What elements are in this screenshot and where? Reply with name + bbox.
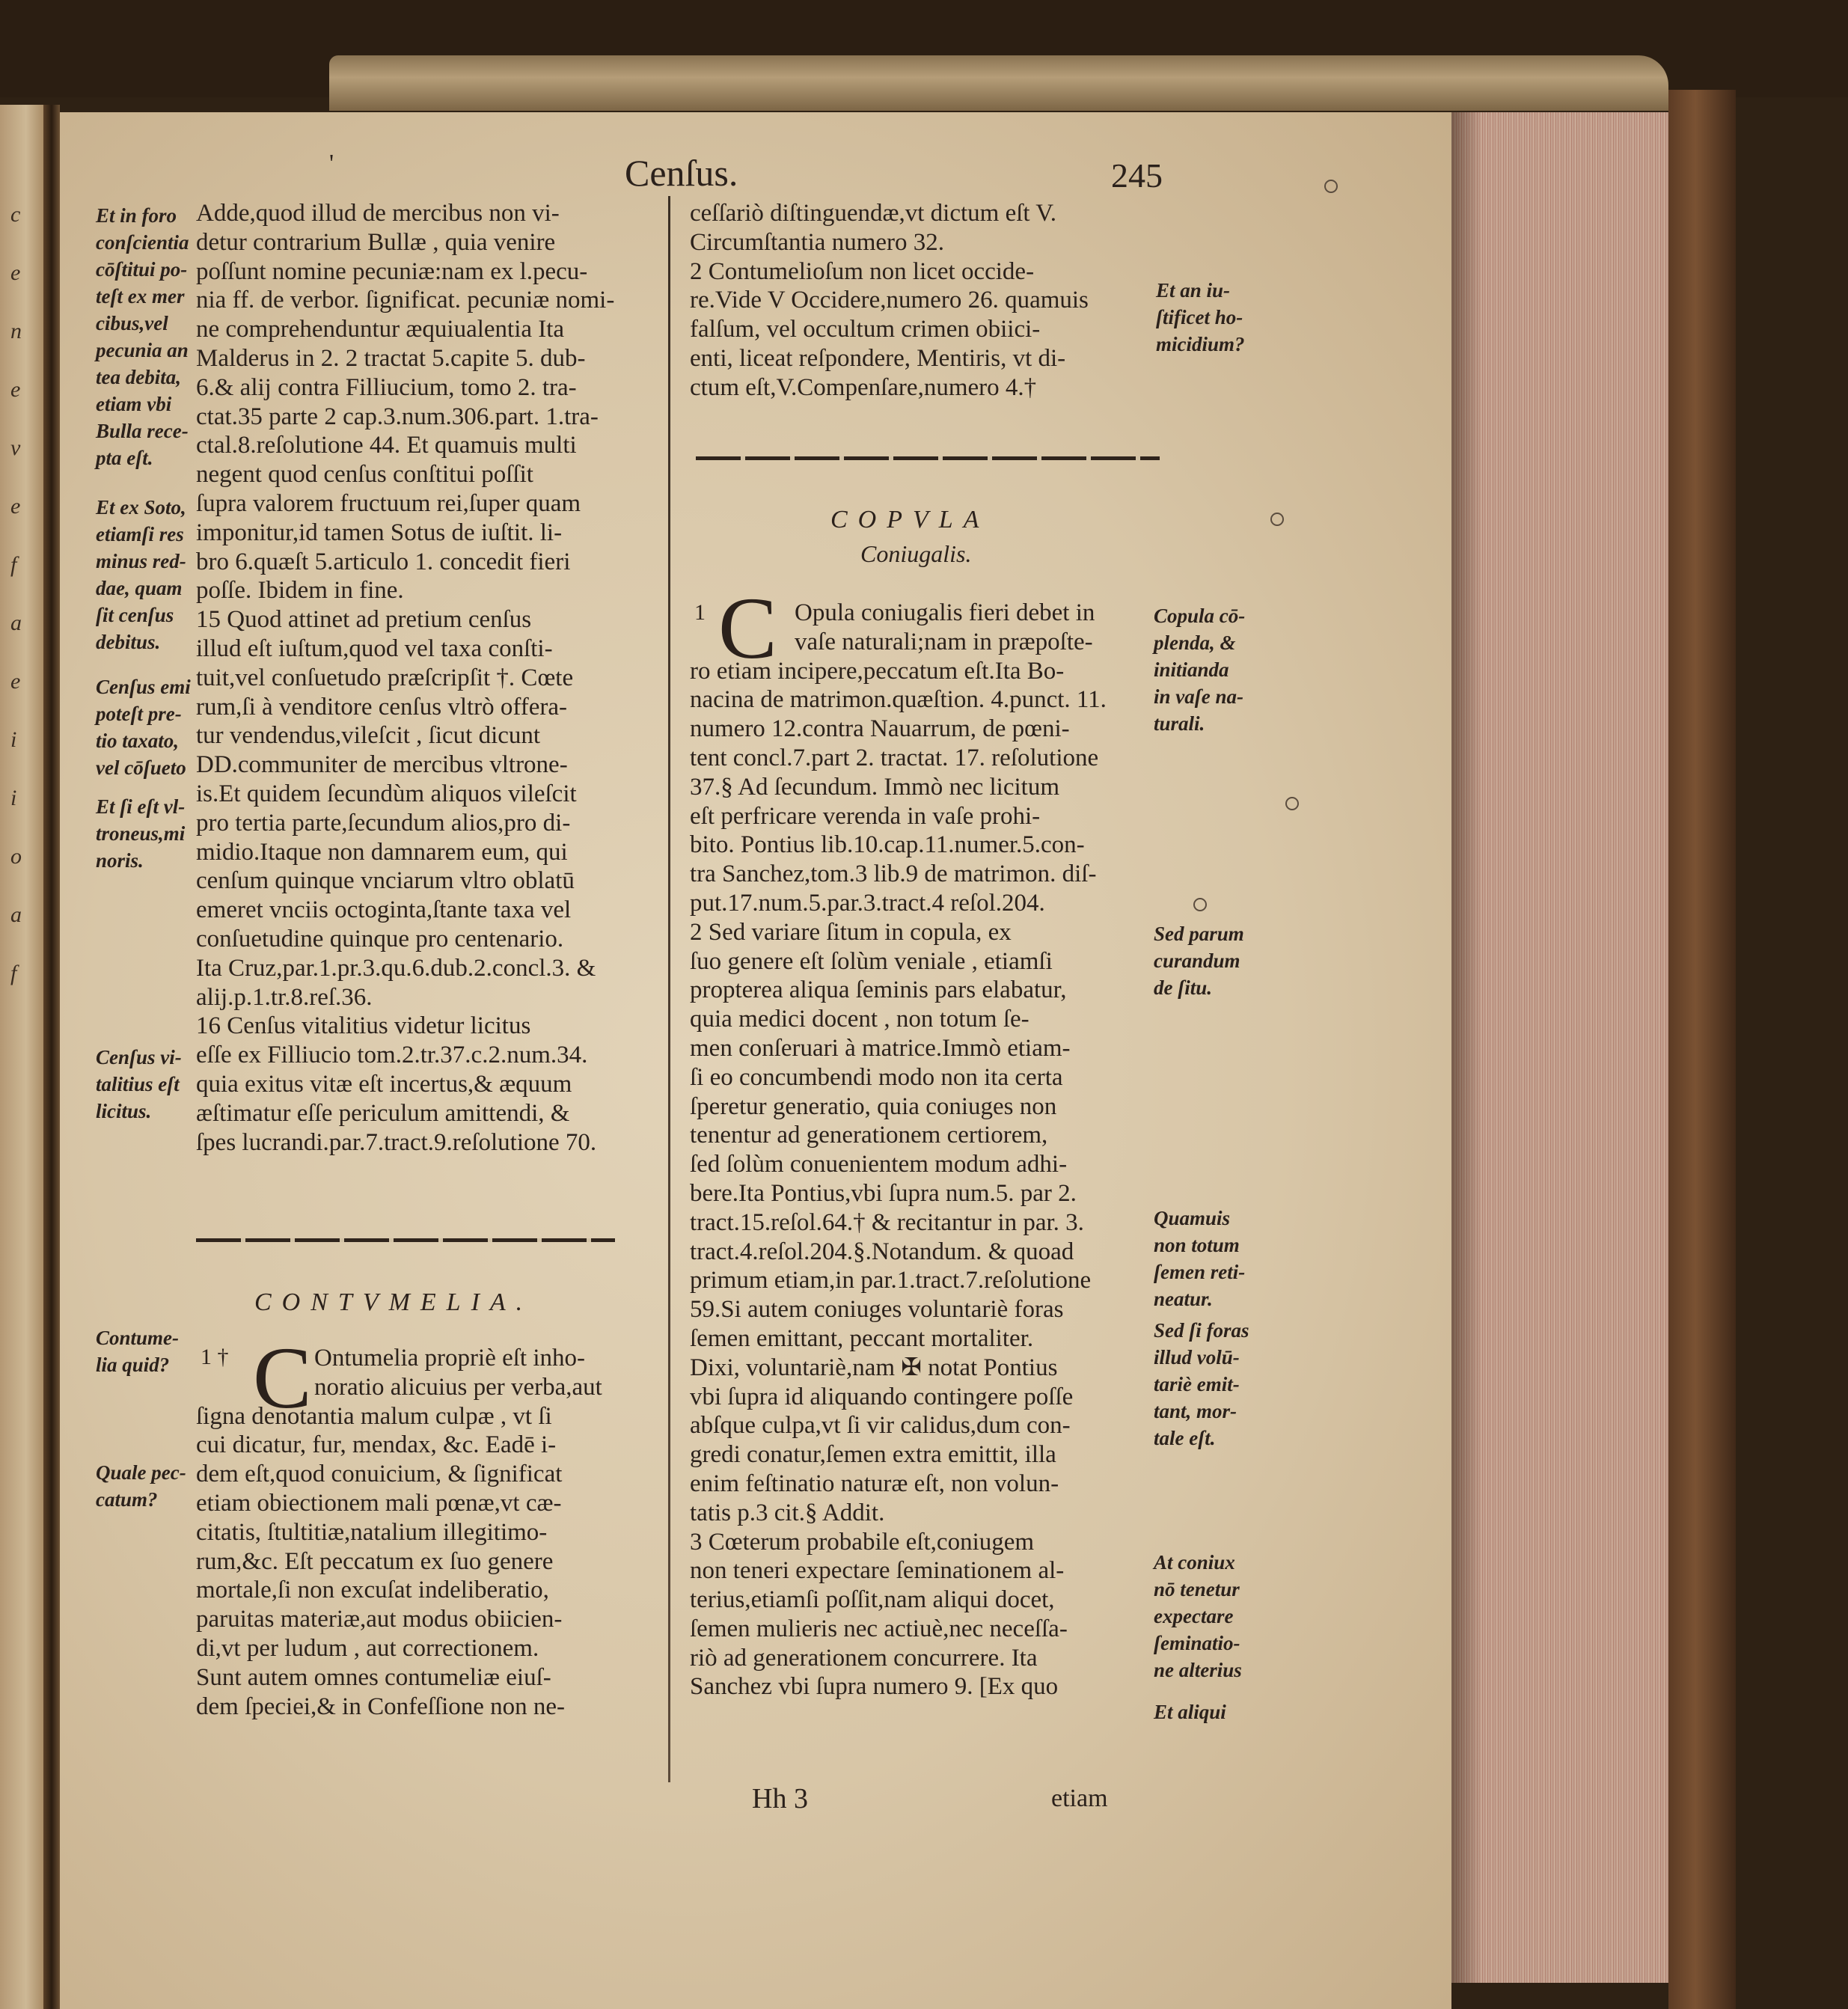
left-page-glyph: v xyxy=(10,435,21,460)
section-rule-right xyxy=(696,456,1160,460)
page-block-top-edge xyxy=(329,55,1668,111)
left-column-text xyxy=(196,199,614,1157)
margin-line: Quamuis xyxy=(1154,1207,1231,1229)
text-line: Ontumelia propriè eſt inho- xyxy=(314,1345,585,1372)
text-line: nacina de matrimon.quæſtion. 4.punct. 11. xyxy=(690,686,1107,714)
text-line: riò ad generationem concurrere. Ita xyxy=(690,1644,1038,1672)
text-line: enim feſtinatio naturæ eſt, non volun- xyxy=(690,1470,1059,1497)
pinhole xyxy=(1285,797,1299,810)
text-line: cui dicatur, fur, mendax, &c. Eadē i- xyxy=(196,1431,557,1459)
margin-line: conſcientia xyxy=(96,231,189,254)
pinhole xyxy=(1270,513,1284,526)
text-line: abſque culpa,vt ſi vir calidus,dum con- xyxy=(690,1412,1071,1440)
text-line: ſperetur generatio, quia coniuges non xyxy=(690,1092,1057,1120)
text-line: vbi ſupra id aliquando contingere poſſe xyxy=(690,1383,1074,1410)
text-line: eſſe ex Filliucio tom.2.tr.37.c.2.num.34. xyxy=(196,1042,588,1069)
margin-line: pta eſt. xyxy=(96,447,153,469)
left-page-glyph: n xyxy=(10,319,22,343)
section-rule-left xyxy=(196,1238,615,1242)
left-page-glyph: e xyxy=(10,260,21,285)
margin-note xyxy=(1154,920,1244,1001)
margin-line: Et ſi eſt vl- xyxy=(96,795,186,818)
text-line: quia exitus vitæ eſt incertus,& æquum xyxy=(196,1070,572,1098)
margin-line: plenda, & xyxy=(1154,632,1236,654)
margin-line: Cenſus emi xyxy=(96,676,191,698)
margin-line: troneus,mi xyxy=(96,822,186,845)
text-line: rum,&c. Eſt peccatum ex ſuo genere xyxy=(196,1547,554,1575)
margin-line: Contume- xyxy=(96,1327,180,1349)
text-line: Circumſtantia numero 32. xyxy=(690,228,945,256)
margin-line: poteſt pre- xyxy=(96,703,182,725)
margin-line: Cenſus vi- xyxy=(96,1046,182,1068)
left-page-glyph: e xyxy=(10,377,21,402)
text-line: DD.communiter de mercibus vltrone- xyxy=(196,751,568,779)
text-line: quia medici docent , non totum ſe- xyxy=(690,1006,1029,1033)
margin-line: licitus. xyxy=(96,1100,152,1122)
margin-line: neatur. xyxy=(1154,1288,1213,1310)
margin-note xyxy=(1154,602,1245,737)
margin-line: lia quid? xyxy=(96,1354,170,1376)
margin-line: curandum xyxy=(1154,950,1240,972)
text-line: is.Et quidem ſecundùm aliquos vileſcit xyxy=(196,780,577,807)
margin-note xyxy=(96,1459,186,1513)
text-line: dem eſt,quod conuicium, & ſignificat xyxy=(196,1461,563,1488)
text-line: tur vendendus,vileſcit , ſicut dicunt xyxy=(196,722,541,750)
text-line: di,vt per ludum , aut correctionem. xyxy=(196,1634,539,1662)
text-line: illud eſt iuſtum,quod vel taxa conſti- xyxy=(196,634,553,662)
text-line: put.17.num.5.par.3.tract.4 reſol.204. xyxy=(690,889,1045,917)
section-copula-first-lines xyxy=(795,599,1095,657)
left-page-glyph: f xyxy=(10,961,17,985)
text-line: citatis, ſtultitiæ,natalium illegitimo- xyxy=(196,1518,548,1546)
text-line: non teneri expectare ſeminationem al- xyxy=(690,1557,1065,1585)
margin-line: Sed ſi foras xyxy=(1154,1319,1249,1342)
section-number-copula: 1 xyxy=(694,600,706,625)
text-line: Malderus in 2. 2 tractat 5.capite 5. dub- xyxy=(196,344,586,372)
text-line: ctum eſt,V.Compenſare,numero 4.† xyxy=(690,373,1037,401)
column-divider xyxy=(668,196,670,1782)
margin-line: Et aliqui xyxy=(1154,1701,1226,1723)
margin-line: ſtificet ho- xyxy=(1156,306,1243,328)
text-line: tra Sanchez,tom.3 lib.9 de matrimon. diſ- xyxy=(690,860,1097,888)
text-line: bito. Pontius lib.10.cap.11.numer.5.con- xyxy=(690,831,1085,859)
margin-line: talitius eſt xyxy=(96,1073,180,1095)
margin-line: At coniux xyxy=(1154,1551,1235,1574)
text-line: mortale,ſi non excuſat indeliberatio, xyxy=(196,1577,549,1604)
text-line: tatis p.3 cit.§ Addit. xyxy=(690,1499,885,1526)
text-line: alij.p.1.tr.8.reſ.36. xyxy=(196,983,373,1011)
text-line: falſum, vel occultum crimen obiici- xyxy=(690,316,1041,343)
page-number: 245 xyxy=(1111,156,1163,195)
text-line: 2 Contumelioſum non licet occide- xyxy=(690,257,1035,285)
text-line: ro etiam incipere,peccatum eſt.Ita Bo- xyxy=(690,657,1065,685)
text-line: pro tertia parte,ſecundum alios,pro di- xyxy=(196,809,571,837)
margin-line: ne alterius xyxy=(1154,1659,1242,1681)
pinhole xyxy=(1193,898,1207,911)
margin-line: tariè emit- xyxy=(1154,1373,1240,1395)
text-line: eſt perfricare verenda in vaſe prohi- xyxy=(690,802,1041,830)
margin-line: tale eſt. xyxy=(1154,1427,1216,1449)
margin-note xyxy=(96,202,189,471)
text-line: ſemen emittant, peccant mortaliter. xyxy=(690,1324,1034,1352)
margin-line: non totum xyxy=(1154,1234,1240,1256)
pinhole xyxy=(1324,180,1338,193)
text-line: imponitur,id tamen Sotus de iuſtit. li- xyxy=(196,519,563,546)
margin-line: dae, quam xyxy=(96,577,183,599)
text-line: paruitas materiæ,aut modus obiicien- xyxy=(196,1606,563,1633)
text-line: terius,etiamſi poſſit,nam aliqui docet, xyxy=(690,1586,1055,1614)
margin-note xyxy=(96,793,185,874)
margin-line: initianda xyxy=(1154,658,1229,681)
text-line: ſi eo concumbendi modo non ita certa xyxy=(690,1063,1063,1091)
margin-note xyxy=(96,494,186,655)
section-contumelia-first-lines xyxy=(314,1344,602,1402)
text-line: bere.Ita Pontius,vbi ſupra num.5. par 2. xyxy=(690,1179,1077,1207)
margin-line: Sed parum xyxy=(1154,923,1244,945)
text-line: numero 12.contra Nauarrum, de pœni- xyxy=(690,715,1070,743)
left-page-glyph: i xyxy=(10,786,17,810)
text-line: Adde,quod illud de mercibus non vi- xyxy=(196,200,560,227)
section-contumelia-text xyxy=(196,1402,565,1722)
text-line: negent quod cenſus conſtitui poſſit xyxy=(196,461,533,489)
text-line: tuit,vel conſuetudo præſcripſit †. Cœte xyxy=(196,664,574,691)
margin-line: de ſitu. xyxy=(1154,976,1212,999)
margin-line: etiamſi res xyxy=(96,523,184,545)
text-line: Ita Cruz,par.1.pr.3.qu.6.dub.2.concl.3. & xyxy=(196,954,596,982)
margin-note xyxy=(1154,1698,1226,1725)
text-line: gredi conatur,ſemen extra emittit, illa xyxy=(690,1441,1056,1469)
margin-note xyxy=(96,1324,179,1378)
left-page-glyph: o xyxy=(10,844,22,869)
left-page-glyph: i xyxy=(10,727,17,752)
text-line: tract.4.reſol.204.§.Notandum. & quoad xyxy=(690,1238,1074,1265)
page-fore-edge xyxy=(1451,112,1668,1983)
text-line: tenentur ad generationem certiorem, xyxy=(690,1122,1048,1149)
margin-line: turali. xyxy=(1154,712,1205,735)
section-subtitle-copula: Coniugalis. xyxy=(860,540,972,567)
margin-line: cibus,vel xyxy=(96,312,168,334)
signature-mark: Hh 3 xyxy=(752,1783,808,1814)
text-line: re.Vide V Occidere,numero 26. quamuis xyxy=(690,287,1089,314)
margin-line: cōſtitui po- xyxy=(96,258,188,281)
text-line: ſpes lucrandi.par.7.tract.9.reſolutione 70. xyxy=(196,1128,597,1156)
left-page-glyph: e xyxy=(10,669,21,694)
dropcap-copula: C xyxy=(718,579,777,677)
text-line: detur contrarium Bullæ , quia venire xyxy=(196,228,556,256)
margin-line: Copula cō- xyxy=(1154,605,1246,627)
text-line: 2 Sed variare ſitum in copula, ex xyxy=(690,918,1012,946)
text-line: 37.§ Ad ſecundum. Immò nec licitum xyxy=(690,773,1060,801)
text-line: rum,ſi à venditore cenſus vltrò offera- xyxy=(196,693,568,721)
catchword: etiam xyxy=(1051,1785,1108,1812)
text-line: 3 Cœterum probabile eſt,coniugem xyxy=(690,1528,1035,1556)
text-line: midio.Itaque non damnarem eum, qui xyxy=(196,838,568,866)
text-line: ſupra valorem fructuum rei,ſuper quam xyxy=(196,489,581,517)
text-line: ne comprehenduntur æquiualentia Ita xyxy=(196,316,565,343)
left-page-glyph: a xyxy=(10,902,22,927)
margin-line: noris. xyxy=(96,849,144,872)
text-line: tent concl.7.part 2. tractat. 17. reſolutione xyxy=(690,744,1099,771)
text-line: nia ff. de verbor. ſignificat. pecuniæ nomi- xyxy=(196,287,615,314)
text-line: ceſſariò diſtinguendæ,vt dictum eſt V. xyxy=(690,200,1057,227)
left-page-glyph: f xyxy=(10,552,17,577)
text-line: 6.& alij contra Filliucium, tomo 2. tra- xyxy=(196,373,577,401)
left-page-glyph: c xyxy=(10,202,21,227)
margin-line: micidium? xyxy=(1156,333,1245,355)
text-line: 16 Cenſus vitalitius videtur licitus xyxy=(196,1012,531,1040)
section-number-contumelia: 1 † xyxy=(201,1345,229,1369)
margin-line: vel cōſueto xyxy=(96,756,186,779)
text-line: Sanchez vbi ſupra numero 9. [Ex quo xyxy=(690,1673,1059,1701)
margin-line: Et ex Soto, xyxy=(96,496,186,519)
text-line: 59.Si autem coniuges voluntariè foras xyxy=(690,1296,1064,1324)
margin-line: Et an iu- xyxy=(1156,279,1231,302)
text-line: propterea aliqua ſeminis pars elabatur, xyxy=(690,976,1067,1004)
margin-note xyxy=(1154,1205,1245,1312)
text-line: poſſunt nomine pecuniæ:nam ex l.pecu- xyxy=(196,257,588,285)
left-page-edge xyxy=(0,105,43,2009)
text-line: ſuo genere eſt ſolùm veniale , etiamſi xyxy=(690,947,1053,975)
margin-note xyxy=(96,673,191,781)
text-line: conſuetudine quinque pro centenario. xyxy=(196,925,564,952)
section-title-contumelia: CONTVMELIA. xyxy=(254,1288,533,1316)
margin-note xyxy=(1154,1317,1249,1452)
margin-line: teſt ex mer xyxy=(96,285,185,308)
margin-line: etiam vbi xyxy=(96,393,172,415)
text-line: enti, liceat reſpondere, Mentiris, vt di- xyxy=(690,344,1066,372)
margin-line: illud volū- xyxy=(1154,1346,1240,1369)
margin-line: Quale pec- xyxy=(96,1461,186,1484)
right-margin-note-homicide xyxy=(1156,277,1245,358)
section-copula-text xyxy=(690,657,1107,1702)
margin-line: in vaſe na- xyxy=(1154,685,1243,708)
margin-line: ſeminatio- xyxy=(1154,1632,1240,1654)
margin-line: debitus. xyxy=(96,631,161,653)
text-line: ſemen mulieris nec actiuè,nec neceſſa- xyxy=(690,1615,1068,1642)
text-line: ſed ſolùm conuenientem modum adhi- xyxy=(690,1151,1068,1178)
text-line: dem ſpeciei,& in Confeſſione non ne- xyxy=(196,1692,566,1720)
text-line: 15 Quod attinet ad pretium cenſus xyxy=(196,606,532,634)
text-line: ſigna denotantia malum culpæ , vt ſi xyxy=(196,1402,552,1430)
margin-note xyxy=(96,1044,182,1125)
margin-line: tea debita, xyxy=(96,366,181,388)
section-title-copula: COPVLA xyxy=(830,506,990,533)
text-line: poſſe. Ibidem in fine. xyxy=(196,577,404,605)
text-line: Opula coniugalis fieri debet in xyxy=(795,599,1095,626)
text-line: cenſum quinque vnciarum vltro oblatū xyxy=(196,867,575,895)
margin-line: ſit cenſus xyxy=(96,604,174,626)
text-line: ctat.35 parte 2 cap.3.num.306.part. 1.tra- xyxy=(196,403,599,430)
fore-edge-shadow xyxy=(1451,112,1481,1983)
text-line: bro 6.quæſt 5.articulo 1. concedit fieri xyxy=(196,548,571,575)
book-cover-edge xyxy=(1668,90,1736,2009)
text-line: ctal.8.reſolutione 44. Et quamuis multi xyxy=(196,432,577,459)
text-line: Sunt autem omnes contumeliæ eiuſ- xyxy=(196,1663,551,1691)
text-line: primum etiam,in par.1.tract.7.reſolutione xyxy=(690,1267,1092,1294)
text-line: noratio alicuius per verba,aut xyxy=(314,1373,602,1401)
margin-line: nō tenetur xyxy=(1154,1578,1240,1600)
margin-line: catum? xyxy=(96,1488,158,1511)
margin-line: expectare xyxy=(1154,1605,1234,1627)
text-line: tract.15.reſol.64.† & recitantur in par. 3. xyxy=(690,1208,1084,1236)
running-head: Cenſus. xyxy=(625,152,738,194)
text-line: æſtimatur eſſe periculum amittendi, & xyxy=(196,1099,570,1127)
margin-line: Bulla rece- xyxy=(96,420,189,442)
gutter-shadow xyxy=(43,105,60,2009)
margin-line: Et in foro xyxy=(96,204,177,227)
margin-line: tant, mor- xyxy=(1154,1400,1237,1422)
text-line: Dixi, voluntariè,nam ✠ notat Pontius xyxy=(690,1354,1058,1381)
text-line: etiam obiectionem mali pœnæ,vt cæ- xyxy=(196,1489,562,1517)
left-page-glyph: e xyxy=(10,494,21,519)
text-line: men conſeruari à matrice.Immò etiam- xyxy=(690,1034,1071,1062)
margin-note xyxy=(1154,1549,1242,1684)
margin-line: pecunia an xyxy=(96,339,189,361)
right-column-top-text xyxy=(690,199,1089,403)
text-line: vaſe naturali;nam in præpoſte- xyxy=(795,628,1093,655)
left-page-glyph: a xyxy=(10,611,22,635)
dropcap-contumelia: C xyxy=(253,1329,312,1427)
margin-line: ſemen reti- xyxy=(1154,1261,1246,1283)
margin-line: tio taxato, xyxy=(96,730,180,752)
text-line: emeret vnciis octoginta,ſtante taxa vel xyxy=(196,896,572,924)
margin-line: minus red- xyxy=(96,550,186,572)
header-mark: ' xyxy=(329,150,334,177)
